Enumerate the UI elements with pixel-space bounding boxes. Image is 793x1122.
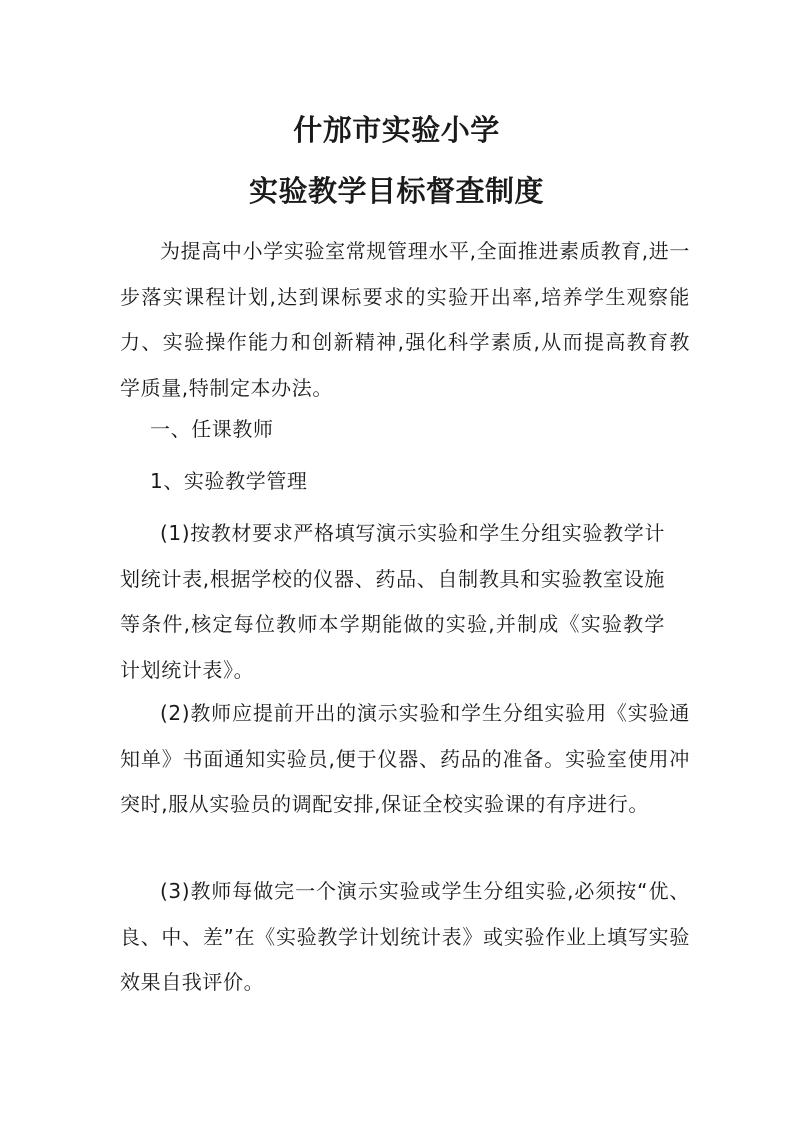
item-paragraph-1: (1)按教材要求严格填写演示实验和学生分组实验教学计划统计表,根据学校的仪器、药品、自制教具和实验教室设施等条件,核定每位教师本学期能做的实验,并制成《实验教学计划统计表》。 (120, 521, 665, 682)
item-paragraph-2: (2)教师应提前开出的演示实验和学生分组实验用《实验通知单》书面通知实验员,便于仪器、药品的准备。实验室使用冲突时,服从实验员的调配安排,保证全校实验课的有序进行。 (120, 701, 690, 816)
school-name-title: 什邡市实验小学 (293, 113, 500, 147)
document-title: 实验教学目标督查制度 (248, 174, 544, 208)
item-paragraph-3: (3)教师每做完一个演示实验或学生分组实验,必须按“优、良、中、差”在《实验教学计划统计表》或实验作业上填写实验效果自我评价。 (120, 879, 690, 994)
intro-paragraph: 为提高中小学实验室常规管理水平,全面推进素质教育,进一步落实课程计划,达到课标要求的实验开出率,培养学生观察能力、实验操作能力和创新精神,强化科学素质,从而提高教育教学质量,特制定本办法。 (120, 239, 690, 400)
subsection-heading: 1、实验教学管理 (150, 469, 308, 493)
section-heading: 一、任课教师 (150, 417, 274, 441)
